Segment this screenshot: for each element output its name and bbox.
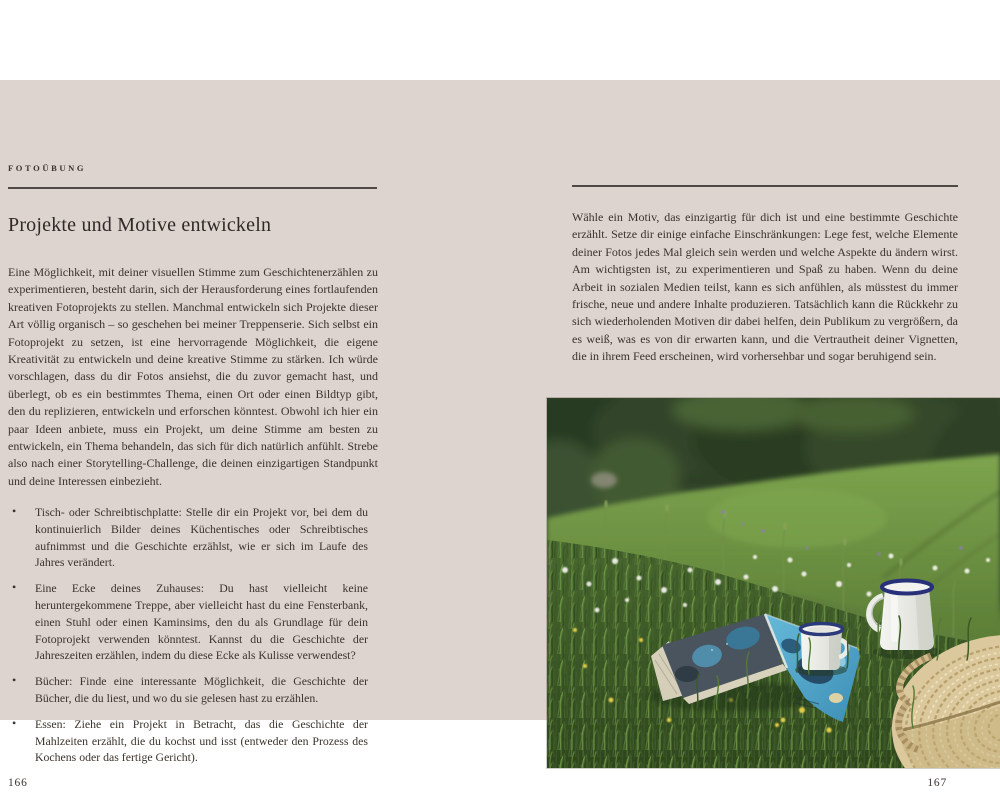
chapter-title: Projekte und Motive entwickeln bbox=[8, 214, 272, 236]
list-item: • Tisch- oder Schreibtischplatte: Stelle dir ein Projekt vor, bei dem du kontinuierlich Bilder deines Küchentisches oder Schreibtisches aufnimmst und die Geschichte erzählst, wie er sich im Laufe des Jahres verändert. bbox=[8, 504, 368, 571]
book-spread-background bbox=[0, 80, 1000, 789]
enamel-pot bbox=[795, 624, 847, 677]
left-header-rule bbox=[8, 187, 377, 189]
right-body-paragraph: Wähle ein Motiv, das einzigartig für dich ist und eine bestimmte Geschichte erzählt. Setze dir einige einfache Einschränkungen: Lege fest, welche Elemente deiner Fotos jedes Mal gleich sein werden und welche Aspekte du ändern wirst. Am wichtigsten ist, zu experimentieren und Spaß zu haben. Wenn du deine Arbeit in sozialen Medien teilst, kann es sich anfühlen, als müsstest du immer frische, neue und andere Inhalte produzieren. Tatsächlich kann die Rückkehr zu sich wiederholenden Motiven dir dabei helfen, dein Publikum zu vergrößern, da es weiß, was es von dir erwarten kann, und die Vertrautheit deiner Vignetten, die in ihrem Feed erscheinen, wird vorhersehbar und sogar beruhigend sein. bbox=[572, 210, 958, 364]
left-body-paragraph: Eine Möglichkeit, mit deiner visuellen Stimme zum Geschichtenerzählen zu experimentieren, besteht darin, sich der Herausforderung eines fortlaufenden kreativen Fotoprojekts zu stellen. Manchmal entwickeln sich Projekte dieser Art völlig organisch – so geschehen bei meiner Treppenserie. Sich selbst ein Fotoprojekt zu setzen, ist eine hervorragende Möglichkeit, die eigene Kreativität zu entwickeln und deine kreative Stimme zu stärken. Ich würde vorschlagen, dass du dir Fotos ansiehst, die du zuvor gemacht hast, und überlegt, ob es ein bestimmtes Thema, einen Ort oder einen Bildtyp gibt, den du replizieren, entwickeln und erforschen könntest. Obwohl ich hier ein paar Ideen anbiete, muss ein Projekt, um deine Stimme am besten zu entwickeln, ein Thema behandeln, das sich für dich natürlich anfühlt. Strebe also nach einer Storytelling-Challenge, die deinen einzigartigen Standpunkt und deine Interessen einbezieht. bbox=[8, 265, 378, 488]
page-number-left: 166 bbox=[8, 777, 28, 789]
meadow-photo bbox=[547, 398, 1000, 768]
list-item: • Bücher: Finde eine interessante Möglichkeit, die Geschichte der Bücher, die du liest, und wo du sie gelesen hast zu erzählen. bbox=[8, 673, 368, 707]
list-item: • Essen: Ziehe ein Projekt in Betracht, das die Geschichte der Mahlzeiten erzählt, die du kochst und isst (entweder den Prozess des Kochens oder das fertige Gericht). bbox=[8, 716, 368, 766]
project-ideas-list bbox=[8, 504, 368, 775]
list-item: • Eine Ecke deines Zuhauses: Du hast vielleicht keine heruntergekommene Treppe, aber vielleicht hast du eine Fensterbank, einen Stuhl oder einen Kaminsims, den du als Grundlage für dein Fotoprojekt verwenden könntest. Kannst du die Geschichte der Jahreszeiten erzählen, indem du diese Ecke als Kulisse verwendest? bbox=[8, 580, 368, 664]
page-number-right: 167 bbox=[927, 777, 947, 789]
right-header-rule bbox=[572, 185, 958, 187]
section-kicker: FOTOÜBUNG bbox=[8, 163, 87, 173]
